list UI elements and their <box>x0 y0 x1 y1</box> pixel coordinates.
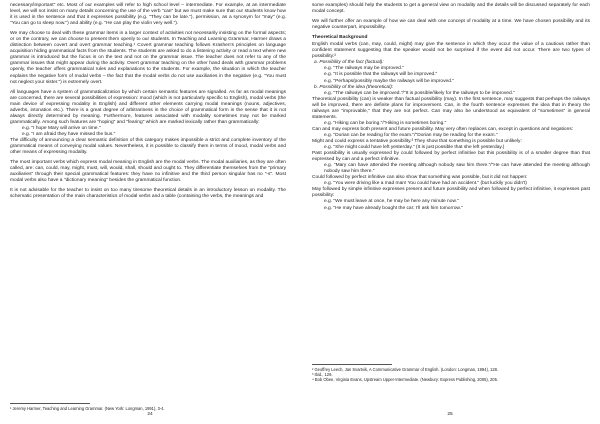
right-intro-2: We will further offer an example of how we can deal with one concept of modality at a time. We have chosen possibility and its negative counterpart, impossibility. <box>312 19 590 31</box>
could-paragraph: Could followed by perfect infinitive can also show that something was possible, but it did not happen: <box>312 175 528 181</box>
can-example-1: e.g. "Dorian can be reading for the exam."/"Dorian may be reading for the exam." <box>324 132 498 138</box>
may-example-1: e.g. "We must leave at once, he may be here any minute now." <box>324 199 459 205</box>
may-example-2: e.g. "He may have already bought the car; I'll ask him tomorrow." <box>324 205 463 211</box>
right-page-number: 25 <box>447 412 453 417</box>
type-a-example-2: e.g. "It is possible that the railways will be improved." <box>324 72 438 78</box>
left-page-number: 24 <box>147 412 153 417</box>
theory-example-1: e.g. "Hiking can be boring."/"Hiking is sometimes boring." <box>324 120 447 126</box>
past-example-1: e.g. "Mary can have attended the meeting although nobody saw him there."/"He can have attended the meeting although nobody saw him there." <box>324 163 590 175</box>
left-paragraph-6: It is not advisable for the teacher to insist on too many tiresome theoretical details in an introductory lesson on modality. The schematic presentation of the main characteristics of modal verbs and a table (containing the verbs, the meanings and <box>10 188 286 200</box>
left-example-2: e.g. "I am afraid they have missed the bus." <box>22 131 116 137</box>
right-footnote-1: ² Geoffrey Leech, Jan Svartvik, A Communicative Grammar of English. (London: Longman, 1994), 128. <box>312 367 499 372</box>
type-a-example-3: e.g. "Perhaps/possibly maybe the railways will be improved." <box>324 78 454 84</box>
might-example-1: e.g. "She might could have left yesterday." (It is just possible that she left yesterday.) <box>324 145 505 151</box>
right-footnote-3: ⁴ Bob Obee, Virginia Evans, Upstream Upper-Intermediate. (Newbury: Express Publishing, 2005), 205. <box>312 377 498 383</box>
type-b-example-1: e.g. "The railways can be improved."/"It is possible/likely for the railways to be improved." <box>324 90 515 96</box>
type-b-label: b. Possibility of the idea (theoretical): <box>314 84 394 90</box>
right-footnotes <box>312 367 590 383</box>
could-example-1: e.g. "You were driving like a mad man! You could have had an accident." (but luckily you didn't) <box>324 181 527 187</box>
right-footnote-rule <box>312 364 392 365</box>
might-paragraph: Might and could express a tentative possibility.³ They show that something is possible but unlikely: <box>312 138 522 144</box>
theory-paragraph-1: Theoretical possibility (can) is weaker than factual possibility (may). In the first sentence, may suggests that perhaps the railways will be improved, there are definite plans for improvement. Can, in the fourth sentence expresses the idea that in theory the railways are "improvable," that they are not perfect. Can may also be understood as equivalent of "sometimes" in general statements. <box>312 96 590 120</box>
left-example-1: e.g. "I hope Mary will arrive on time." <box>22 125 101 131</box>
left-paragraph-3: All languages have a system of grammaticalization by which certain semantic features are signalled. As far as modal meanings are concerned, there are several possibilities of expression: mood (which is not particularly specific to English), modal verbs (the main device of expressing modality in English) and different other elements carrying modal meanings (nouns, adjectives, adverbs, intonation etc.). There is a great degree of arbitrariness in the choice of grammatical form in the sense that it is not always directly determined by meaning. Furthermore, features associated with modality sometimes may not be marked grammatically. Among such features are "hoping" and "fearing" which are marked lexically rather than grammatically: <box>10 89 286 125</box>
left-footnote-1: ¹ Jeremy Harmer, Teaching and Learning Grammar. (New York: Longman, 1991), 3-4. <box>10 406 165 411</box>
section-heading: Theoretical Background <box>312 35 368 41</box>
left-page-text <box>10 3 286 200</box>
type-a-example-1: e.g. "The railways may be improved." <box>324 66 404 72</box>
type-a-label: a. Possibility of the fact (factual): <box>314 60 384 66</box>
left-footnote-rule <box>10 403 90 404</box>
may-paragraph: May followed by simple infinitive expresses present and future possibility and when followed by perfect infinitive, it expresses past possibility: <box>312 187 590 199</box>
left-paragraph-2: We may choose to deal with these grammar items in a larger context of activities not necessarily insisting on the formal aspects; or on the contrary, we can choose to present them openly to our students. In Teaching and Learning Grammar, Harmer draws a distinction between covert and overt grammar teaching.¹ Covert grammar teaching follows Krashen's principles on language acquisition hiding grammatical facts from the students. The students are asked to do a listening activity or read a text where new grammar is introduced but the focus is on the text and not on the grammar issue. The teacher does not refer to any of the grammar issues that might appear during the activity. Overt grammar teaching on the other hand deals with grammar problems openly, the teacher offers grammatical rules and explanations to the students. For example, the situation in which the teacher explains the negative form of modal verbs – the fact that the modal verbs do not use auxiliaries in the negative (e.g. "You must not neglect your sister.") is extremely overt. <box>10 31 286 85</box>
right-page <box>300 0 600 424</box>
theory-intro: English modal verbs (can, may, could, might) may give the sentence in which they occur the value of a cautious rather than confident statement suggesting that the speaker would not be surprised if the event did not occur. There are two types of possibility:² <box>312 42 590 60</box>
right-page-text <box>312 3 590 212</box>
right-intro-1: some examples) should help the students to get a general view on modality and the details will be discussed separately for each modal concept. <box>312 3 590 15</box>
left-paragraph-5: The most important verbs which express modal meaning in English are the modal verbs. The modal auxiliaries, as they are often called, are: can, could, may, might, must, will, would, shall, should and ought to. They differentiate themselves from the "primary auxiliaries" through their special grammatical features: they have no infinitive and the third person singular has no "-s". Most modal verbs also have a "dictionary meaning" besides the grammatical function. <box>10 160 286 184</box>
right-footnote-2: ³ Ibid., 129. <box>312 372 333 378</box>
can-paragraph: Can and may express both present and future possibility. May very often replaces can, except in questions and negations: <box>312 126 574 132</box>
left-paragraph-1: necessary/important" etc. Most of our examples will refer to high school level – intermediate. For example, at an intermediate level, we will not insist on many details concerning the use of the verb "can" but we must make sure that our students know how it is used in the sentence and that it expresses possibility (e.g. "They can be late."), permission, as a synonym for "may" (e.g. "You can go to sleep now.") and ability (e.g. "He can play the violin very well."). <box>10 3 286 27</box>
left-paragraph-4: The difficulty of announcing a clear semantic definition of this category makes impossible a strict and complete inventory of the grammatical means of conveying modal values. Nevertheless, it is possible to classify them in terms of mood, modal verbs and other means of expressing modality. <box>10 137 286 156</box>
left-footnotes <box>10 406 286 411</box>
past-paragraph: Past possibility is usually expressed by could followed by perfect infinitive but this possibility is of a smaller degree than that expressed by can and a perfect infinitive. <box>312 151 590 163</box>
